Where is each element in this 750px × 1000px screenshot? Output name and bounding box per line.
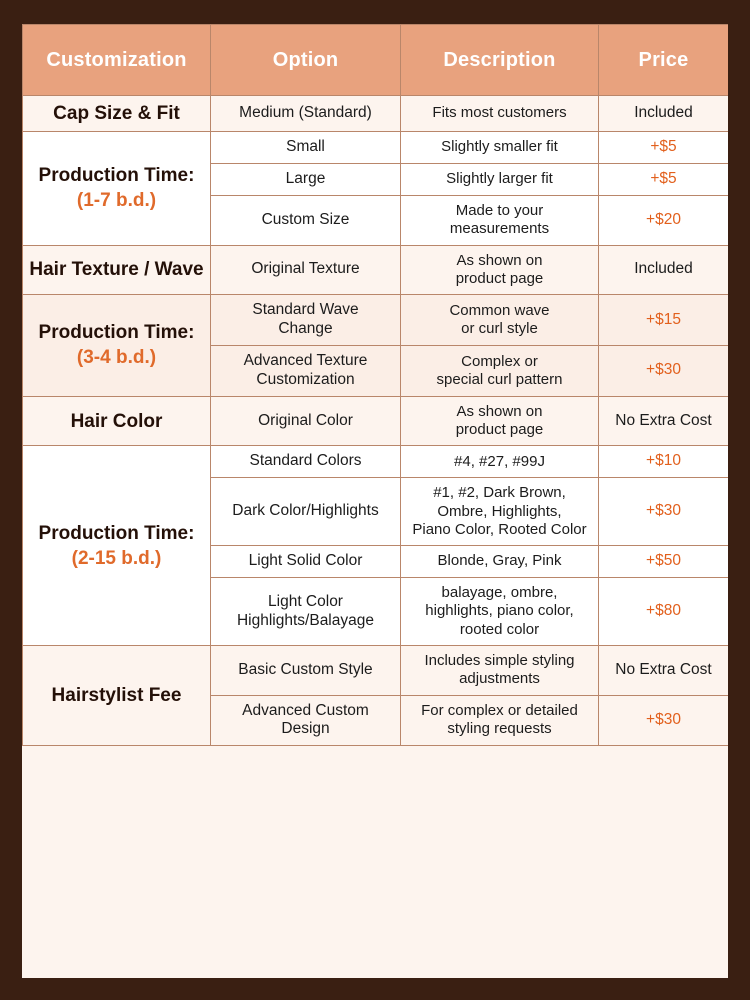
column-header-price: Price (599, 25, 729, 96)
price-cell: +$10 (599, 446, 729, 478)
column-header-description: Description (401, 25, 599, 96)
description-cell (401, 396, 599, 446)
option-cell: Original Texture (211, 245, 401, 295)
option-cell-line: Advanced Texture (243, 351, 368, 369)
option-cell (211, 345, 401, 396)
category-cell (23, 446, 211, 646)
description-cell (401, 478, 599, 546)
table-header (23, 25, 729, 96)
description-cell-line: measurements (449, 220, 550, 238)
option-cell-line: Advanced Custom (242, 701, 369, 719)
option-cell: Standard Colors (211, 446, 401, 478)
category-sublabel: (1-7 b.d.) (76, 190, 157, 212)
description-cell-line: balayage, ombre, (441, 584, 558, 602)
description-cell-line: Slightly larger fit (446, 170, 553, 188)
price-cell: +$30 (599, 695, 729, 746)
description-cell (401, 645, 599, 695)
table-row (23, 645, 729, 695)
option-cell-line: Highlights/Balayage (236, 611, 374, 629)
description-cell (401, 245, 599, 295)
description-cell (401, 446, 599, 478)
customization-table (22, 24, 728, 746)
description-cell-line: Common wave (449, 301, 550, 319)
description-cell (401, 195, 599, 245)
category-cell (23, 645, 211, 745)
description-cell (401, 695, 599, 746)
description-cell (401, 546, 599, 578)
description-cell-line: special curl pattern (436, 370, 563, 388)
category-sublabel: (3-4 b.d.) (76, 347, 157, 369)
price-cell: Included (599, 245, 729, 295)
description-cell-line: Includes simple styling (424, 651, 575, 669)
option-cell: Medium (Standard) (211, 96, 401, 132)
price-cell: +$80 (599, 578, 729, 646)
option-cell: Large (211, 164, 401, 196)
description-cell-line: Fits most customers (432, 104, 567, 122)
table-body (23, 96, 729, 746)
category-cell (23, 132, 211, 245)
description-cell (401, 132, 599, 164)
description-cell-line: adjustments (459, 670, 540, 688)
category-sublabel: (2-15 b.d.) (71, 547, 162, 569)
price-cell: +$30 (599, 478, 729, 546)
price-cell: +$30 (599, 345, 729, 396)
option-cell (211, 295, 401, 346)
category-label: Hairstylist Fee (51, 685, 182, 707)
table-row (23, 295, 729, 346)
option-cell-line: Light Color (268, 592, 343, 610)
description-cell-line: #1, #2, Dark Brown, (433, 484, 566, 502)
category-cell (23, 245, 211, 295)
category-label: Hair Color (70, 410, 163, 432)
table-row (23, 446, 729, 478)
column-header-customization: Customization (23, 25, 211, 96)
description-cell-line: or curl style (461, 320, 538, 338)
price-cell: +$20 (599, 195, 729, 245)
option-cell: Original Color (211, 396, 401, 446)
price-cell: No Extra Cost (599, 396, 729, 446)
description-cell-line: rooted color (459, 620, 540, 638)
column-header-option: Option (211, 25, 401, 96)
table-row (23, 96, 729, 132)
option-cell: Basic Custom Style (211, 645, 401, 695)
description-cell-line: highlights, piano color, (425, 602, 574, 620)
price-cell: +$15 (599, 295, 729, 346)
table-header-row (23, 25, 729, 96)
description-cell-line: styling requests (447, 720, 552, 738)
description-cell-line: As shown on (456, 251, 543, 269)
option-cell-line: Standard Wave (252, 301, 359, 319)
option-cell: Small (211, 132, 401, 164)
description-cell (401, 164, 599, 196)
option-cell (211, 578, 401, 646)
description-cell-line: product page (455, 421, 544, 439)
description-cell-line: Ombre, Highlights, (437, 502, 562, 520)
option-cell-line: Design (281, 720, 330, 738)
description-cell (401, 295, 599, 346)
category-cell (23, 295, 211, 397)
category-cell (23, 96, 211, 132)
table-row (23, 396, 729, 446)
description-cell-line: #4, #27, #99J (454, 452, 545, 470)
description-cell-line: Complex or (461, 352, 538, 370)
category-label: Cap Size & Fit (53, 103, 180, 124)
price-cell: +$5 (599, 132, 729, 164)
customization-table-container (22, 24, 728, 978)
option-cell: Dark Color/Highlights (211, 478, 401, 546)
price-cell: Included (599, 96, 729, 132)
description-cell-line: Made to your (455, 201, 544, 219)
option-cell: Light Solid Color (211, 546, 401, 578)
option-cell (211, 695, 401, 746)
description-cell-line: Slightly smaller fit (441, 138, 558, 156)
option-cell: Custom Size (211, 195, 401, 245)
description-cell (401, 96, 599, 132)
category-label: Hair Texture / Wave (29, 259, 204, 281)
description-cell-line: Piano Color, Rooted Color (412, 520, 587, 538)
price-cell: +$50 (599, 546, 729, 578)
description-cell-line: Blonde, Gray, Pink (437, 552, 562, 570)
option-cell-line: Customization (256, 370, 355, 388)
table-row (23, 245, 729, 295)
category-label: Production Time: (38, 165, 195, 187)
option-cell-line: Change (278, 320, 333, 338)
description-cell (401, 345, 599, 396)
price-cell: +$5 (599, 164, 729, 196)
category-label: Production Time: (38, 522, 195, 544)
description-cell-line: As shown on (456, 402, 543, 420)
description-cell (401, 578, 599, 646)
table-row (23, 132, 729, 164)
category-label: Production Time: (38, 322, 195, 344)
description-cell-line: product page (455, 269, 544, 287)
price-cell: No Extra Cost (599, 645, 729, 695)
category-cell (23, 396, 211, 446)
description-cell-line: For complex or detailed (421, 702, 578, 720)
